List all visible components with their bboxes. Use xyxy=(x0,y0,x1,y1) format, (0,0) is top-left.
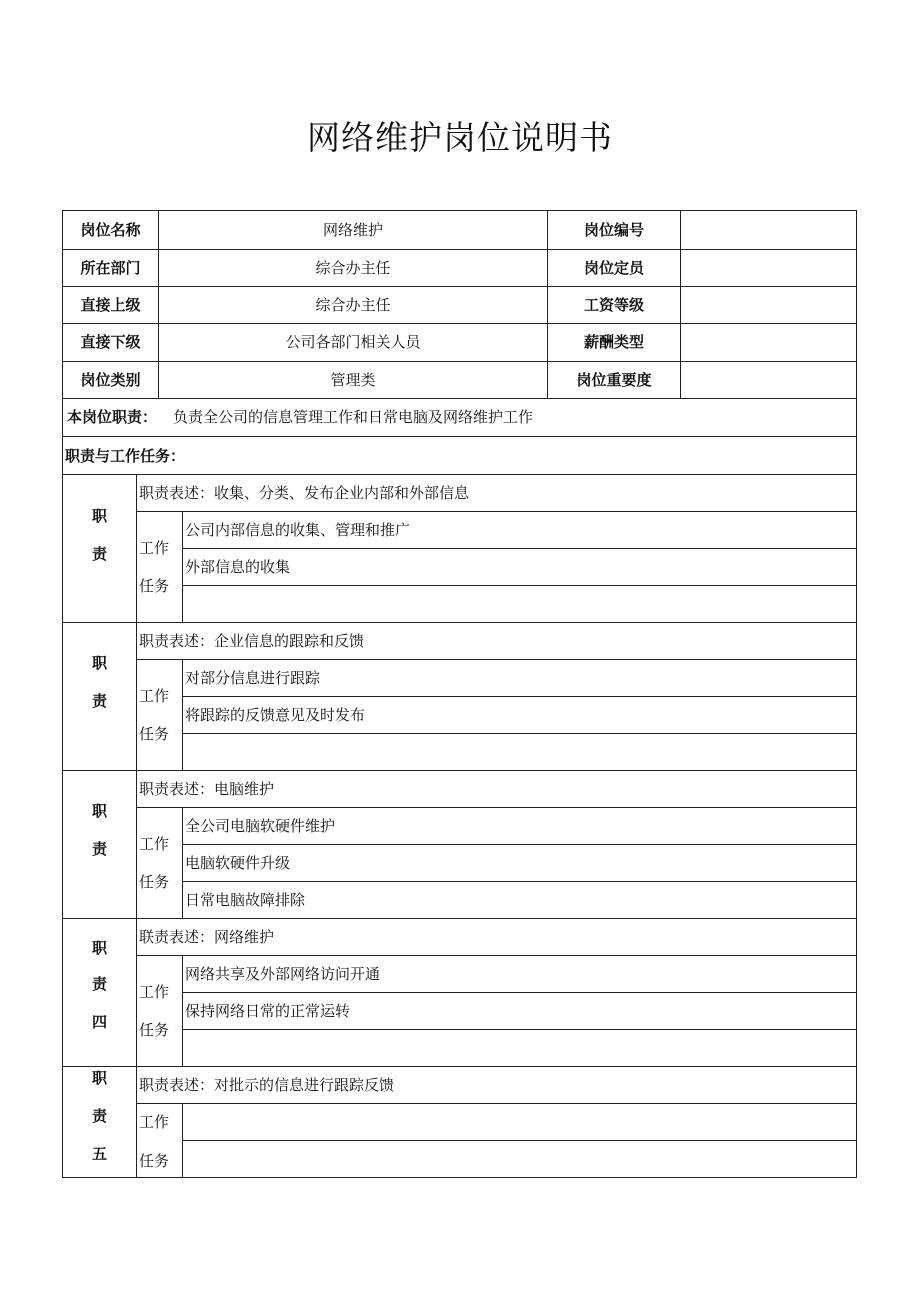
main-duty-label: 本岗位职责： xyxy=(67,408,158,426)
task-label: 任务 xyxy=(139,873,170,891)
duty-label: 责 xyxy=(91,840,107,858)
duty-label: 职 xyxy=(91,1069,107,1087)
label-headcount: 岗位定员 xyxy=(583,259,644,277)
task-item: 网络共享及外部网络访问开通 xyxy=(185,965,381,983)
value-position-name: 网络维护 xyxy=(322,221,383,239)
task-label: 任务 xyxy=(139,1152,170,1170)
duty-label: 四 xyxy=(91,1013,107,1031)
row-divider xyxy=(63,436,856,437)
task-item: 将跟踪的反馈意见及时发布 xyxy=(185,706,366,724)
task-label: 工作 xyxy=(139,983,170,1001)
job-description-table xyxy=(62,210,857,1178)
duty-label: 责 xyxy=(91,692,107,710)
duty-label: 职 xyxy=(91,939,107,957)
duty-label: 责 xyxy=(91,975,107,993)
task-label: 工作 xyxy=(139,539,170,557)
task-item: 公司内部信息的收集、管理和推广 xyxy=(185,521,411,539)
row-divider xyxy=(63,361,856,362)
main-duty-text: 负责全公司的信息管理工作和日常电脑及网络维护工作 xyxy=(173,408,534,426)
duty-label: 职 xyxy=(91,654,107,672)
duty-description: 联责表述：网络维护 xyxy=(139,928,275,946)
task-item: 电脑软硬件升级 xyxy=(185,854,291,872)
label-direct-superior: 直接上级 xyxy=(80,296,141,314)
value-position-category: 管理类 xyxy=(330,371,376,389)
row-divider xyxy=(63,323,856,324)
label-department: 所在部门 xyxy=(80,259,141,277)
task-label: 工作 xyxy=(139,835,170,853)
task-item: 对部分信息进行跟踪 xyxy=(185,669,321,687)
tasks-header: 职责与工作任务： xyxy=(65,447,186,465)
duty-label: 职 xyxy=(91,802,107,820)
label-position-name: 岗位名称 xyxy=(80,221,141,239)
label-pay-type: 薪酬类型 xyxy=(583,333,644,351)
task-item: 外部信息的收集 xyxy=(185,558,291,576)
duty-description: 职责表述：企业信息的跟踪和反馈 xyxy=(139,632,365,650)
value-department: 综合办主任 xyxy=(315,259,391,277)
duty-description: 职责表述：收集、分类、发布企业内部和外部信息 xyxy=(139,484,470,502)
task-label: 工作 xyxy=(139,687,170,705)
duty-label: 五 xyxy=(91,1145,107,1163)
task-label: 任务 xyxy=(139,725,170,743)
task-label: 任务 xyxy=(139,577,170,595)
label-direct-subordinate: 直接下级 xyxy=(80,333,141,351)
task-item: 保持网络日常的正常运转 xyxy=(185,1002,351,1020)
task-item: 日常电脑故障排除 xyxy=(185,891,306,909)
duty-label: 责 xyxy=(91,545,107,563)
label-position-importance: 岗位重要度 xyxy=(576,371,652,389)
row-divider xyxy=(63,398,856,399)
label-salary-grade: 工资等级 xyxy=(583,296,644,314)
duty-label: 责 xyxy=(91,1107,107,1125)
row-divider xyxy=(63,286,856,287)
task-label: 任务 xyxy=(139,1021,170,1039)
label-position-category: 岗位类别 xyxy=(80,371,141,389)
value-direct-superior: 综合办主任 xyxy=(315,296,391,314)
duty-description: 职责表述：电脑维护 xyxy=(139,780,275,798)
col-divider xyxy=(680,211,681,398)
duty-label: 职 xyxy=(91,507,107,525)
label-position-number: 岗位编号 xyxy=(583,221,644,239)
row-divider xyxy=(63,249,856,250)
row-divider xyxy=(63,474,856,475)
task-label: 工作 xyxy=(139,1113,170,1131)
page-title: 网络维护岗位说明书 xyxy=(307,118,613,157)
duty-description: 职责表述：对批示的信息进行跟踪反馈 xyxy=(139,1076,395,1094)
value-direct-subordinate: 公司各部门相关人员 xyxy=(285,333,421,351)
task-item: 全公司电脑软硬件维护 xyxy=(185,817,336,835)
